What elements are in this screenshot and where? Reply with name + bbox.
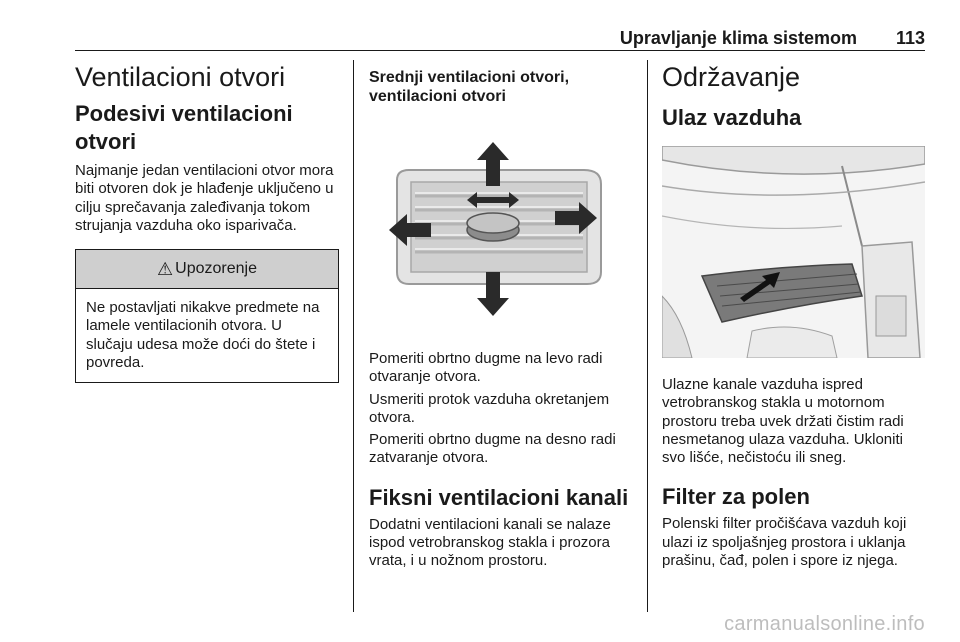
paragraph: Ulazne kanale vazduha ispred vetrobranskog stakla u motornom prostoru treba uvek držati čistim radi nesmetanog ulaza vazduha. Ukloniti svo lišće, nečistoću ili sneg. — [662, 376, 904, 467]
column-divider — [353, 60, 354, 612]
paragraph: Usmeriti protok vazduha okretanjem otvora. — [369, 390, 610, 426]
subsection-heading: Srednji ventilacioni otvori, ventilacioni otvori — [369, 69, 570, 105]
page-header — [75, 28, 925, 51]
air-inlet-illustration — [662, 146, 925, 358]
paragraph: Pomeriti obrtno dugme na levo radi otvaranje otvora. — [369, 350, 603, 386]
warning-title: Upozorenje — [175, 260, 257, 278]
warning-box — [75, 249, 339, 383]
subsection-heading: Fiksni ventilacioni kanali — [369, 484, 629, 510]
warning-text: Ne postavljati nikakve predmete na lamele ventilacionih otvora. U slučaju udesa može doći do štete i povreda. — [86, 299, 320, 372]
column-left — [75, 60, 340, 383]
vent-illustration — [369, 122, 632, 334]
column-middle — [369, 60, 634, 571]
engine-bay-diagram — [662, 146, 925, 358]
page-number: 113 — [895, 28, 925, 48]
paragraph: Polenski filter pročišćava vazduh koji ulazi iz spoljašnjeg prostora i uklanja prašinu, čađ, polen i spore iz njega. — [662, 515, 907, 570]
vent-diagram — [369, 122, 632, 334]
subsection-heading: Filter za polen — [662, 484, 810, 510]
subsection-heading: Podesivi ventilacioni otvori — [75, 101, 293, 154]
section-heading: Ventilacioni otvori — [75, 62, 286, 92]
column-right — [662, 60, 927, 570]
warning-header — [76, 250, 338, 289]
watermark: carmanualsonline.info — [724, 613, 925, 635]
section-heading: Održavanje — [662, 62, 801, 92]
warning-triangle-icon: ⚠ — [157, 258, 174, 279]
paragraph: Najmanje jedan ventilacioni otvor mora biti otvoren dok je hlađenje uključeno u cilju sprečavanja zaleđivanja tokom strujanja vazduha oko isparivača. — [75, 162, 334, 234]
paragraph: Dodatni ventilacioni kanali se nalaze ispod vetrobranskog stakla i prozora vrata, i u nožnom prostoru. — [369, 515, 611, 570]
paragraph: Pomeriti obrtno dugme na desno radi zatvaranje otvora. — [369, 431, 616, 467]
subsection-heading: Ulaz vazduha — [662, 105, 802, 130]
warning-body — [76, 289, 338, 382]
column-divider — [647, 60, 648, 612]
header-title: Upravljanje klima sistemom — [619, 28, 857, 48]
